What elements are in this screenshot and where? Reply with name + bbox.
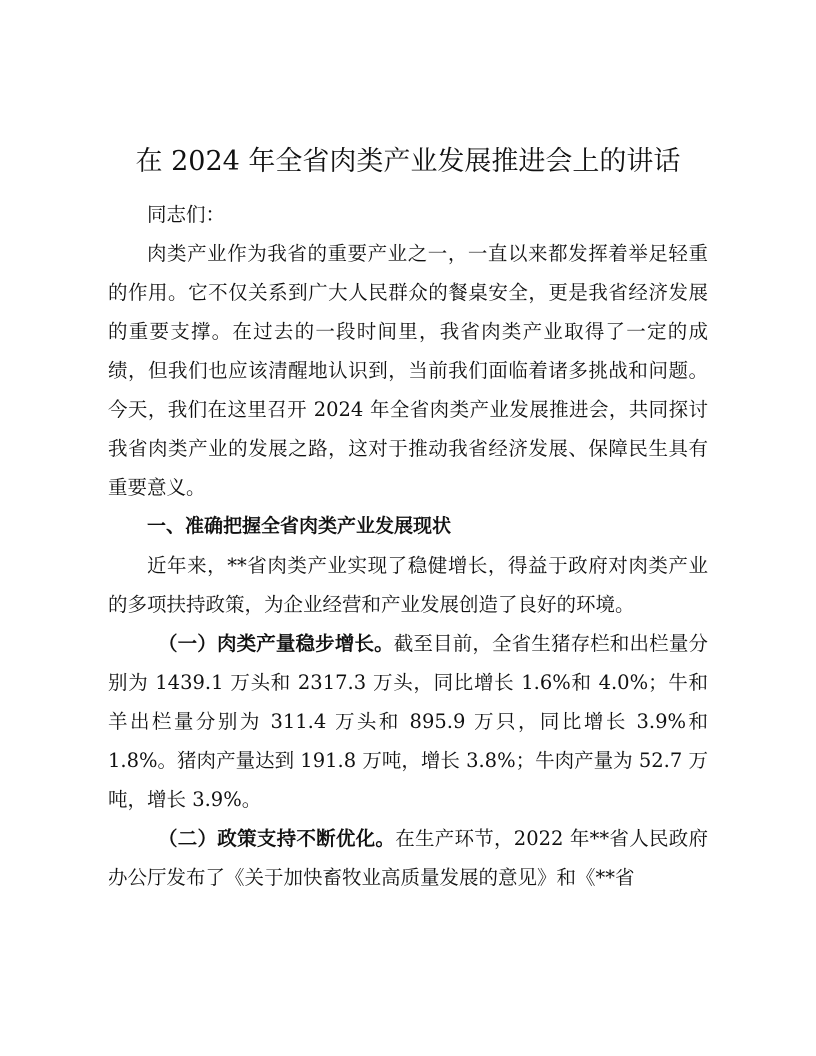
- subsection-2-paragraph: [108, 819, 708, 897]
- subsection-2-text: 在生产环节，2022 年**省人民政府办公厅发布了《关于加快畜牧业高质量发展的意见》和《**省: [108, 827, 708, 889]
- subsection-1-text: 截至目前，全省生猪存栏和出栏量分别为 1439.1 万头和 2317.3 万头，同比增长 1.6%和 4.0%；牛和羊出栏量分别为 311.4 万头和 895.9 万只，同比增长 3.9%和 1.8%。猪肉产量达到 191.8 万吨，增长 3.8%；牛肉产量为 52.7 万吨，增长 3.9%。: [108, 632, 708, 811]
- document-body: [108, 195, 708, 897]
- subsection-1-paragraph: [108, 624, 708, 819]
- section-1-lead-paragraph: 近年来，**省肉类产业实现了稳健增长，得益于政府对肉类产业的多项扶持政策，为企业经营和产业发展创造了良好的环境。: [108, 554, 708, 616]
- intro-paragraph: 肉类产业作为我省的重要产业之一，一直以来都发挥着举足轻重的作用。它不仅关系到广大人民群众的餐桌安全，更是我省经济发展的重要支撑。在过去的一段时间里，我省肉类产业取得了一定的成绩，但我们也应该清醒地认识到，当前我们面临着诸多挑战和问题。今天，我们在这里召开 2024 年全省肉类产业发展推进会，共同探讨我省肉类产业的发展之路，这对于推动我省经济发展、保障民生具有重要意义。: [108, 242, 708, 499]
- salutation: 同志们：: [147, 203, 226, 226]
- document-title: 在 2024 年全省肉类产业发展推进会上的讲话: [135, 146, 681, 177]
- subsection-2-heading: （二）政策支持不断优化。: [158, 827, 396, 850]
- subsection-1-heading: （一）肉类产量稳步增长。: [158, 632, 394, 655]
- section-1-heading: 一、准确把握全省肉类产业发展现状: [147, 515, 452, 537]
